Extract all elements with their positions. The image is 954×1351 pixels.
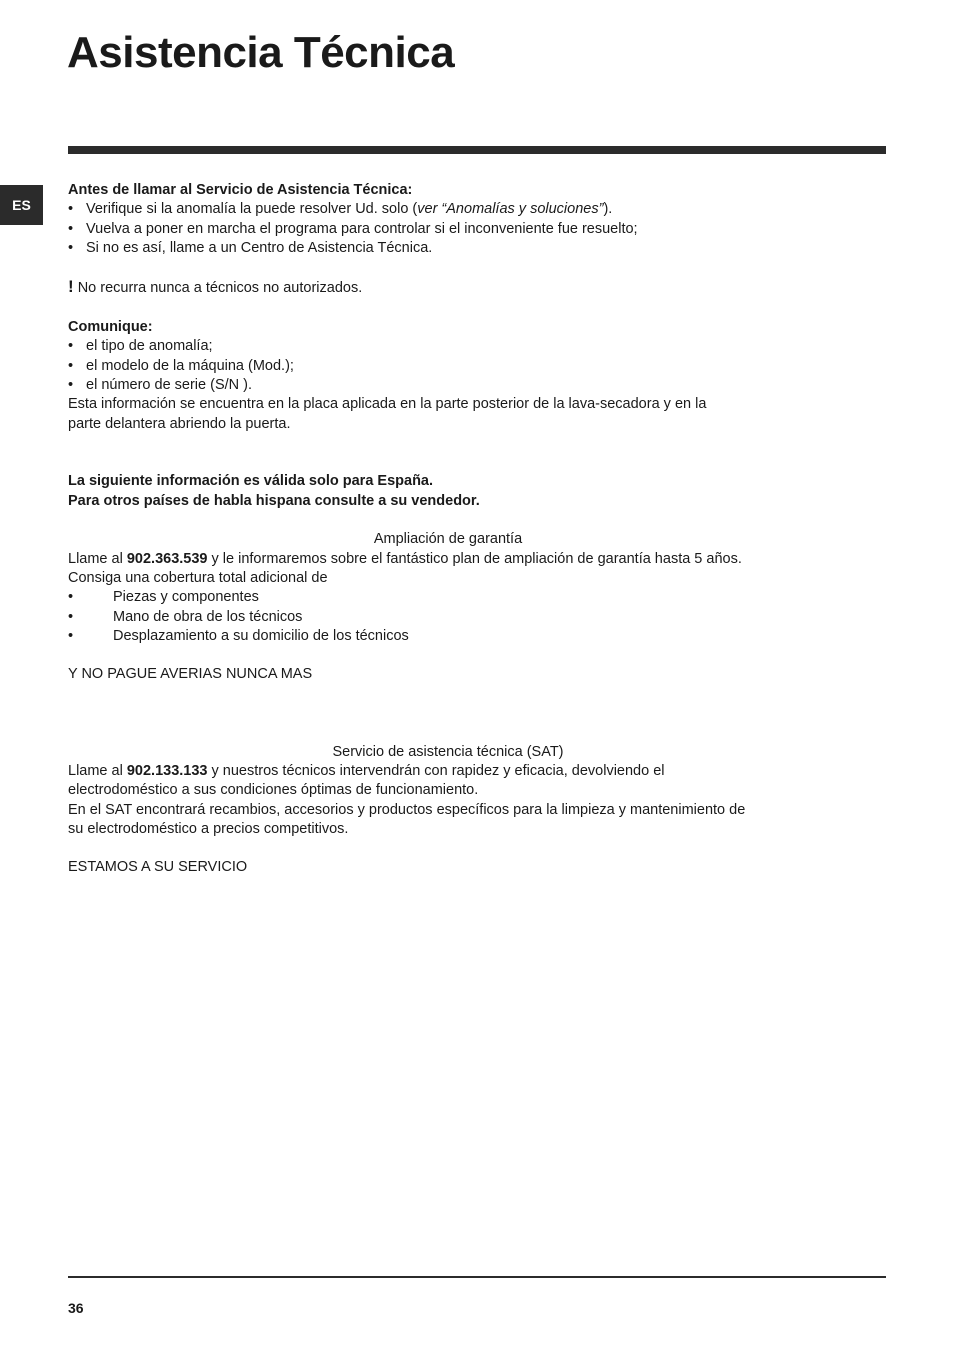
list-item: • Vuelva a poner en marcha el programa para controlar si el inconveniente fue resuelto; <box>68 220 828 239</box>
list-item-text: Verifique si la anomalía la puede resolver Ud. solo ( <box>86 201 418 218</box>
list-item <box>68 200 828 219</box>
warranty-slogan: Y NO PAGUE AVERIAS NUNCA MAS <box>68 666 313 683</box>
warning-note <box>68 277 828 298</box>
sat-text-line: En el SAT encontrará recambios, accesorios y productos específicos para la limpieza y mantenimiento de <box>68 801 746 818</box>
sat-call-text: y nuestros técnicos intervendrán con rapidez y eficacia, devolviendo el <box>207 762 665 779</box>
list-item: • Mano de obra de los técnicos <box>68 608 828 627</box>
warranty-call-text: y le informaremos sobre el fantástico plan de ampliación de garantía hasta 5 años. <box>207 550 742 567</box>
list-item: • Desplazamiento a su domicilio de los técnicos <box>68 627 828 646</box>
communicate-list <box>68 337 828 395</box>
before-calling-heading: Antes de llamar al Servicio de Asistencia Técnica: <box>68 182 413 198</box>
footer-divider <box>68 1276 886 1278</box>
main-content <box>68 181 828 878</box>
warranty-call-line <box>68 550 828 569</box>
sat-call-text: Llame al <box>68 762 127 779</box>
info-location-line: Esta información se encuentra en la placa aplicada en la parte posterior de la lava-secadora y en la <box>68 396 707 413</box>
header-divider <box>68 146 886 154</box>
warning-text: No recurra nunca a técnicos no autorizados. <box>77 280 363 297</box>
list-item-italic-ref: ver “Anomalías y soluciones” <box>417 201 604 218</box>
warranty-coverage: Consiga una cobertura total adicional de <box>68 569 328 586</box>
list-item: • el número de serie (S/N ). <box>68 376 828 395</box>
list-item: • el tipo de anomalía; <box>68 337 828 356</box>
spain-notice-line: Para otros países de habla hispana consulte a su vendedor. <box>68 492 480 509</box>
list-item: • el modelo de la máquina (Mod.); <box>68 357 828 376</box>
list-item-text: ). <box>603 201 613 218</box>
communicate-heading: Comunique: <box>68 319 153 336</box>
sat-text-line: su electrodoméstico a precios competitivos. <box>68 820 349 837</box>
list-item: • Piezas y componentes <box>68 588 828 607</box>
warning-icon: ! <box>68 277 74 297</box>
page-title: Asistencia Técnica <box>67 28 455 77</box>
sat-text-line: electrodoméstico a sus condiciones óptimas de funcionamiento. <box>68 782 479 799</box>
language-tab: ES <box>0 185 43 225</box>
warranty-call-text: Llame al <box>68 550 127 567</box>
info-location-line: parte delantera abriendo la puerta. <box>68 415 291 432</box>
sat-phone: 902.133.133 <box>126 762 208 779</box>
sat-heading: Servicio de asistencia técnica (SAT) <box>332 743 564 760</box>
list-item: • Si no es así, llame a un Centro de Asistencia Técnica. <box>68 239 828 258</box>
warranty-list <box>68 588 828 646</box>
sat-call-line <box>68 762 828 781</box>
sat-closing: ESTAMOS A SU SERVICIO <box>68 859 248 876</box>
spain-notice-line: La siguiente información es válida solo para España. <box>68 473 434 490</box>
before-calling-list <box>68 200 828 258</box>
warranty-phone: 902.363.539 <box>126 550 208 567</box>
warranty-heading: Ampliación de garantía <box>373 531 523 548</box>
page-number: 36 <box>68 1300 84 1316</box>
